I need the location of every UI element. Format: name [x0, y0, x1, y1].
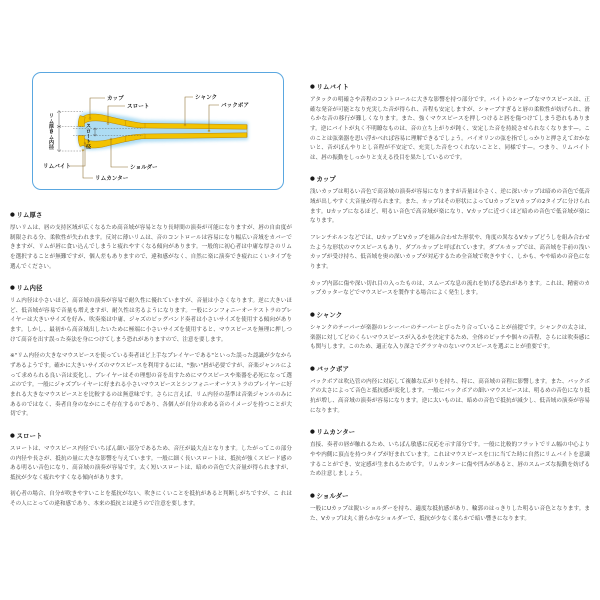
- paragraph: 浅いカップは明るい音色で高音域の演奏が容易になりますが音量は小さく、逆に深いカップは暗めの音色で低音域が出しやすく大音量が得られます。また、カップはその形状によってUカップとVカップの2タイプに分けられます。Uカップになるほど、明るい音色で高音域が楽になり、Vカップに近づくほど暗めの音色で低音域が楽になります。: [310, 189, 590, 225]
- paragraph: シャンクのテーパーが楽器のレシーバーのテーパーとぴったり合っていることが前提です。シャンクの太さは、楽器に対してどのくらいマウスピースが入るかを決定するため、全体のピッチや個々の音程、さらには吹奏感にも関与します。このため、適正な入り深さでグラツキのないマウスピースを選ぶことが重要です。: [310, 324, 590, 351]
- heading-throat: ● スロート: [10, 431, 292, 440]
- paragraph: カップ内部に傷や深い切れ目の入ったものは、スムーズな息の流れを妨げる恐れがあります。これは、精密のカップカッターなどでマウスピースを製作する場合によく発生します。: [310, 280, 590, 297]
- paragraph: 厚いリムは、唇の支持区域が広くなるため高音域が容易となり長時間の演奏が可能になりますが、唇の自由度が制限される分、柔軟性が失われます。反対に薄いリムは、音のコントロールは容易になり幅広い音域をカバーできますが、リムが唇に食い込んでしまうと疲れやすくなる傾向があります。一般的に初心者は中庸な厚さのリムを選択することが無難ですが、個人差もありますので、違和感がなく、自然に楽に演奏でき疲れにくいタイプを選んでください。: [10, 225, 292, 270]
- paragraph: 一般にUカップは鋭いショルダーを持ち、適度な抵抗感があり、輪郭のはっきりした明るい音色となります。また、Vカップは丸く滑らかなショルダーで、抵抗が少なく柔らかで暗い響きになります。: [310, 505, 590, 522]
- section-rim-bite: [308, 82, 590, 163]
- heading-backbore: ● バックボア: [310, 364, 590, 373]
- label-rim-thickness: リム厚さ: [48, 113, 54, 134]
- right-column: [300, 0, 600, 600]
- paragraph: アタックの明確さや音程のコントロールに大きな影響を持つ部分です。バイトのシャープなマウスピースは、正確な発音が可能となり充実した音が得られ、音程も安定しますが、シャープすぎると唇の柔軟性が妨げられ、滑らかな音の移行が難しくなります。また、強くマウスピースを押しつけると唇を傷つけてしまう恐れもあります。逆にバイトが丸く不明瞭なものは、音の立ち上がりが鈍く、安定した音を持続させられなくなります—。このことは弦楽器を思い浮かべれば容易に理解できるでしょう。バイオリンの弦を指でしっかりと押さえておかないと、音がぼんやりとし音程が不安定で、充実した音をつくれないことと、同様です—。つまり、リムバイトは、唇の振動をしっかりと支える役目を果たしているのです。: [310, 97, 590, 161]
- section-cup: [308, 174, 590, 298]
- section-rim-counter: [308, 427, 590, 480]
- section-shoulder: [308, 491, 590, 524]
- section-shank: [308, 310, 590, 353]
- heading-cup: ● カップ: [310, 174, 590, 183]
- paragraph: リム内径は小さいほど、高音域の演奏が容易で耐久性に優れていますが、音量は小さくなります。逆に大きいほど、低音域が容易で音量も増えますが、耐久性は劣るようになります。一般にシンフォニーオーケストラのプレイヤーは大きいサイズを好み、吹奏楽は中庸、ジャズのビッグバンド奏者は小さいサイズを使用する傾向があります。しかし、最初から高音域出したいために極端に小さいサイズを使用すると、マウスピースを無理に押しつけて高音を出す誤った奏法を身につけてしまう恐れがありますので、注意を要します。: [10, 298, 292, 343]
- left-column-body: [8, 210, 292, 510]
- heading-shoulder: ● ショルダー: [310, 491, 590, 500]
- paragraph: バックボアは吹込管の内径に対応して複雑な広がりを持ち、特に、高音域の音程に影響します。また、バックボアの太さによって音色と抵抗感が変化します。一般にバックボアの細いマウスピースは、明るめの音色になり抵抗が増し、高音域の演奏が容易になります。逆に太いものは、暗めの音色で抵抗が減少し、低音域の演奏が容易になります。: [310, 378, 590, 414]
- label-throat: スロート: [127, 104, 150, 110]
- paragraph: フレンチホルンなどでは、UカップとVカップを組み合わせた形状や、角度の異なるVカップどうしを組み合わせたような形状のマウスピースもあり、ダブルカップと呼ばれています。ダブルカップでは、高音域を手前の浅いカップが受け持ち、低音域を奥の深いカップが対応するため全音域で吹きやすく、しかも、やや暗めの音色になります。: [310, 235, 590, 270]
- paragraph: ※"リム内径の大きなマウスピースを使っている奏者ほど上手なプレイヤーである"といった誤った認識が少なからずあるようです。確かに大きいサイズのマウスピースを利用するには、"強い"唇が必要ですが、音楽ジャンルによって求められる良い音は変化し、プレイヤーはその理想の音を出すためにマウスピースや楽器を必死になって選ぶのです。一般にジャズプレイヤーに好まれる小さいマウスピースとシンフォニーオーケストラのプレイヤーに好まれる大きなマウスピースとを比較するのは無意味です。さらに言えば、リム内径の基準は音楽ジャンルのみにあるのではなく、奏者自身のなかにこそ存在するのであり、各個人が自分の求める音のイメージを持つことが大切です。: [10, 353, 292, 418]
- paragraph: スロートは、マウスピース内径でいちばん細い部分であるため、音圧が最大点となります。したがってこの部分の内径や長さが、抵抗の量に大きな影響を与えています。一般に細く長いスロートは、抵抗が強くスピード感のある明るい音色になり、高音域の演奏が容易です。太く短いスロートは、暗めの音色で大音量が得られますが、抵抗が少なく疲れやすくなる傾向があります。: [10, 445, 292, 481]
- label-backbore: バックボア: [221, 103, 249, 109]
- label-shank: シャンク: [195, 95, 218, 101]
- section-backbore: [308, 364, 590, 417]
- label-rim-counter: リムカンター: [95, 176, 129, 182]
- callout-rim-counter: [82, 149, 129, 182]
- heading-shank: ● シャンク: [310, 310, 590, 319]
- label-throat-diameter: スロート径: [85, 123, 91, 149]
- heading-rim-inner-diameter: ● リム内径: [10, 283, 292, 292]
- section-rim-inner-diameter: [8, 283, 292, 420]
- paragraph: 初心者の場合、自分が吹きやすいことを抵抗がない、吹きにくいことを抵抗があると判断しがちですが、こ れはその人にとっての違和感であり、本来の抵抗とは違うので注意を要します。: [10, 491, 292, 508]
- label-rim-bite: リムバイト: [43, 164, 71, 170]
- label-rim-inner-diameter: リム内径: [48, 129, 54, 150]
- paragraph: 直接、奏者の唇が触れるため、いちばん敏感に反応を示す部分です。一般に比較的フラットでリム幅の中心よりやや内側に頂点を持つタイプが好まれています。これはマウスピースを口に当てた時に自然にリムバイトを意識することができ、安定感が生まれるためです。リムカンターに傷や凹みがあると、唇のスムーズな振動を妨げるため注意しましょう。: [310, 442, 590, 478]
- heading-rim-bite: ● リムバイト: [310, 82, 590, 91]
- heading-rim-thickness: ● リム厚さ: [10, 210, 292, 219]
- right-column-body: [308, 82, 590, 524]
- section-throat: [8, 431, 292, 510]
- heading-rim-counter: ● リムカンター: [310, 427, 590, 436]
- label-shoulder: ショルダー: [130, 165, 158, 171]
- section-rim-thickness: [8, 210, 292, 272]
- mouthpiece-diagram: [32, 72, 284, 190]
- label-cup: カップ: [107, 96, 124, 102]
